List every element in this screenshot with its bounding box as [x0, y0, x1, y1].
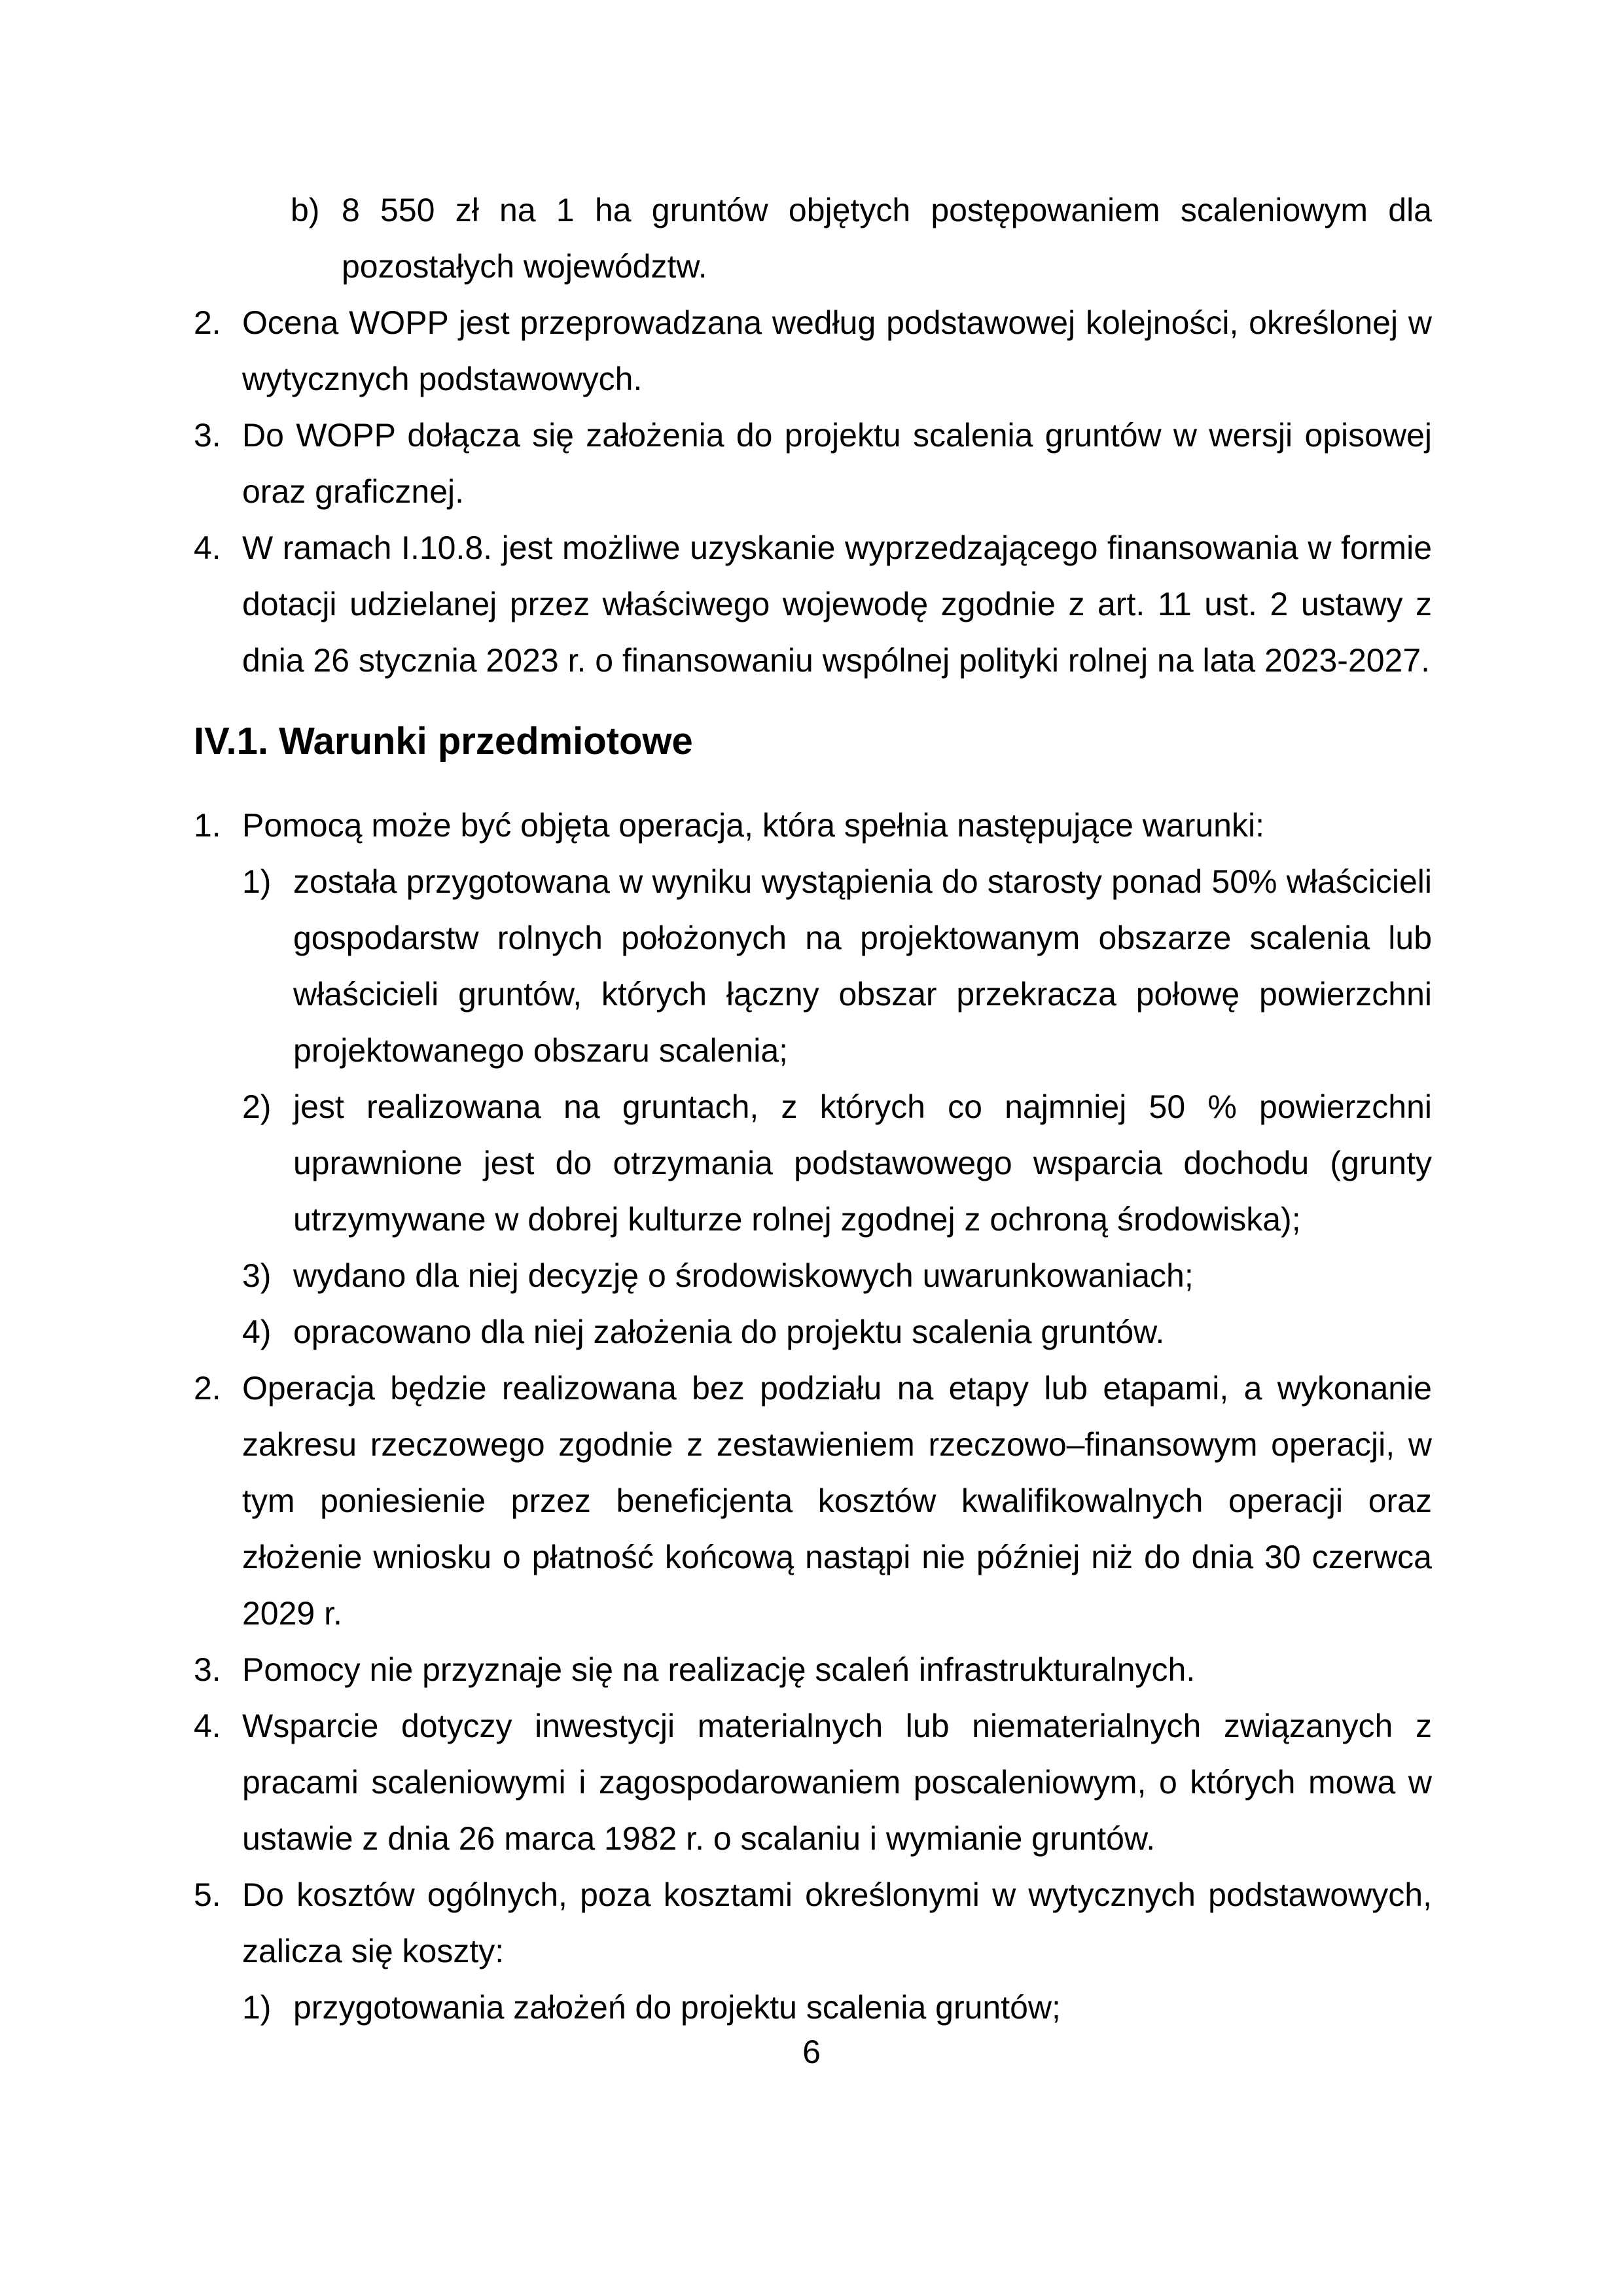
cost-item-1 [194, 1979, 1432, 2036]
list-marker: 4. [194, 1708, 221, 1744]
section-item-1 [194, 797, 1432, 853]
list-item-text: Do WOPP dołącza się założenia do projektu scalenia gruntów w wersji opisowej oraz graficznej. [242, 417, 1432, 510]
list-item-text: Pomocą może być objęta operacja, która spełnia następujące warunki: [242, 807, 1264, 844]
list-item-text: została przygotowana w wyniku wystąpienia do starosty ponad 50% właścicieli gospodarstw rolnych położonych na projektowanym obszarze scalenia lub właścicieli gruntów, których łączny obszar przekracza połowę powierzchni projektowanego obszaru scalenia; [293, 863, 1432, 1069]
list-marker: 3. [194, 1651, 221, 1688]
section-item-5 [194, 1867, 1432, 1979]
list-item-text: przygotowania założeń do projektu scalenia gruntów; [293, 1989, 1061, 2026]
section-item-4 [194, 1698, 1432, 1867]
list-item-text: Do kosztów ogólnych, poza kosztami określonymi w wytycznych podstawowych, zalicza się koszty: [242, 1876, 1432, 1969]
list-item-text: Operacja będzie realizowana bez podziału na etapy lub etapami, a wykonanie zakresu rzeczowego zgodnie z zestawieniem rzeczowo–finansowym operacji, w tym poniesienie przez beneficjenta kosztów kwalifikowalnych operacji oraz złożenie wniosku o płatność końcową nastąpi nie później niż do dnia 30 czerwca 2029 r. [242, 1370, 1432, 1632]
section-item-3 [194, 1641, 1432, 1698]
condition-item-4 [194, 1304, 1432, 1360]
list-item-b [194, 182, 1432, 295]
section-heading: IV.1. Warunki przedmiotowe [194, 720, 693, 762]
list-item-text: Ocena WOPP jest przeprowadzana według podstawowej kolejności, określonej w wytycznych podstawowych. [242, 304, 1432, 397]
list-item-text: opracowano dla niej założenia do projektu scalenia gruntów. [293, 1314, 1165, 1350]
list-item-4 [194, 520, 1432, 689]
condition-item-1 [194, 853, 1432, 1079]
list-item-3 [194, 407, 1432, 520]
list-item-text: Pomocy nie przyznaje się na realizację scaleń infrastrukturalnych. [242, 1651, 1196, 1688]
page-content [194, 182, 1432, 2036]
list-marker: 2. [194, 304, 221, 341]
page-number: 6 [802, 2034, 821, 2070]
list-item-text: jest realizowana na gruntach, z których co najmniej 50 % powierzchni uprawnione jest do otrzymania podstawowego wsparcia dochodu (grunty utrzymywane w dobrej kulturze rolnej zgodnej z ochroną środowiska); [293, 1088, 1432, 1238]
list-marker: 1. [194, 807, 221, 844]
condition-item-2 [194, 1079, 1432, 1247]
list-marker: b) [291, 192, 320, 228]
list-item-text: Wsparcie dotyczy inwestycji materialnych lub niematerialnych związanych z pracami scaleniowymi i zagospodarowaniem poscaleniowym, o których mowa w ustawie z dnia 26 marca 1982 r. o scalaniu i wymianie gruntów. [242, 1708, 1432, 1857]
list-item-text: 8 550 zł na 1 ha gruntów objętych postępowaniem scaleniowym dla pozostałych województw. [342, 192, 1432, 285]
list-marker: 4) [242, 1314, 272, 1350]
condition-item-3 [194, 1247, 1432, 1304]
list-marker: 2) [242, 1088, 272, 1125]
list-marker: 1) [242, 1989, 272, 2026]
list-marker: 3) [242, 1257, 272, 1294]
list-marker: 4. [194, 529, 221, 566]
list-marker: 1) [242, 863, 272, 900]
list-item-text: W ramach I.10.8. jest możliwe uzyskanie wyprzedzającego finansowania w formie dotacji udzielanej przez właściwego wojewodę zgodnie z art. 11 ust. 2 ustawy z dnia 26 stycznia 2023 r. o finansowaniu wspólnej polityki rolnej na lata 2023-2027. [242, 529, 1432, 679]
section-item-2 [194, 1360, 1432, 1641]
list-marker: 3. [194, 417, 221, 454]
list-item-text: wydano dla niej decyzję o środowiskowych uwarunkowaniach; [293, 1257, 1194, 1294]
list-marker: 5. [194, 1876, 221, 1913]
list-item-2 [194, 295, 1432, 407]
list-marker: 2. [194, 1370, 221, 1407]
